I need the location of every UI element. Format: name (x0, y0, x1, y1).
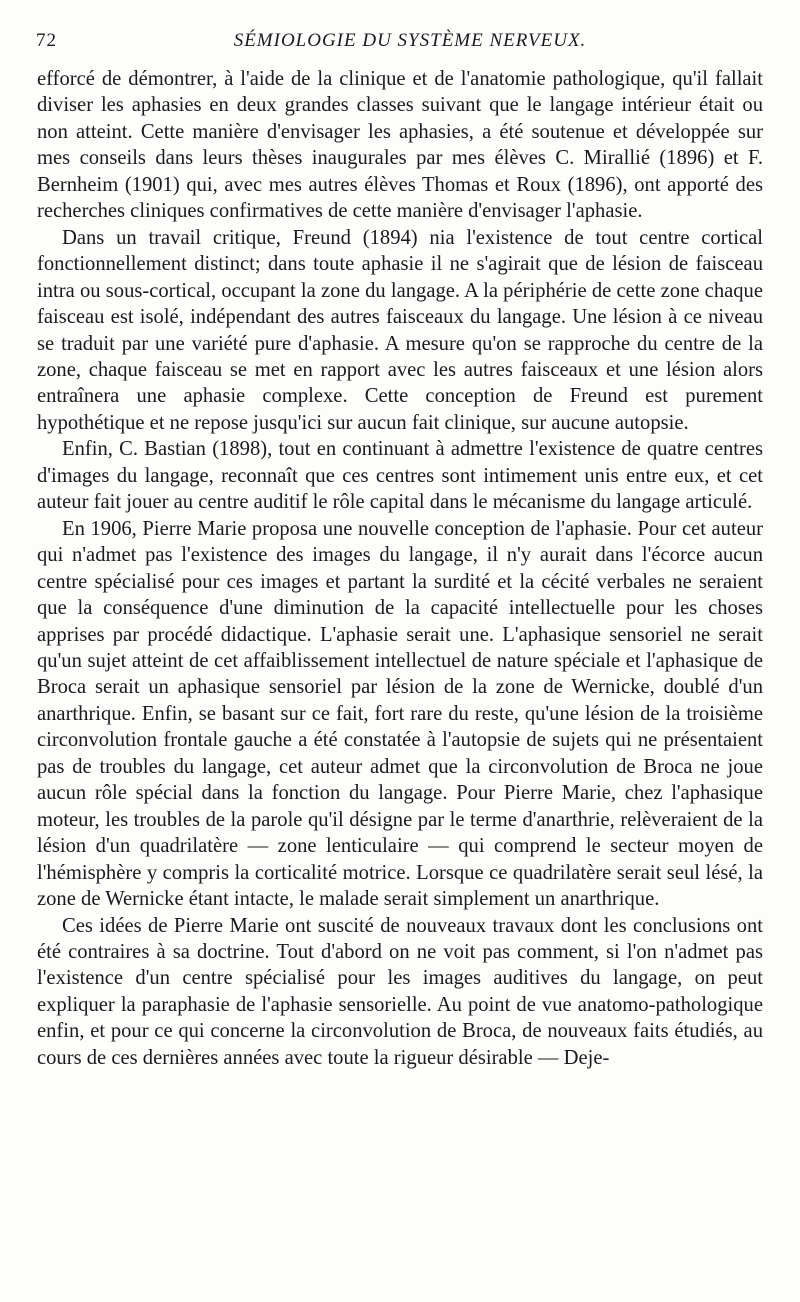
paragraph-bastian: Enfin, C. Bastian (1898), tout en continuant à admettre l'existence de quatre centres d'images du langage, reconnaît que ces centres sont intimement unis entre eux, et cet auteur fait jouer au centre auditif le rôle capital dans le mécanisme du langage articulé. (37, 438, 763, 514)
paragraph-continuation: efforcé de démontrer, à l'aide de la clinique et de l'anatomie pathologique, qu'il fallait diviser les aphasies en deux grandes classes suivant que le langage intérieur était ou non atteint. Cette manière d'envisager les aphasies, a été soutenue et développée sur mes conseils dans leurs thèses inaugurales par mes élèves C. Mirallié (1896) et F. Bernheim (1901) qui, avec mes autres élèves Thomas et Roux (1896), ont apporté des recherches cliniques confirmatives de cette manière d'envisager l'aphasie. (37, 68, 763, 223)
body-text (37, 66, 763, 1071)
paragraph-pierre-marie: En 1906, Pierre Marie proposa une nouvelle conception de l'aphasie. Pour cet auteur qui n'admet pas l'existence des images du langage, il n'y aurait dans l'écorce aucun centre spécialisé pour ces images et partant la surdité et la cécité verbales ne seraient que la conséquence d'une diminution de la capacité intellectuelle pour les choses apprises par procédé didactique. L'aphasie serait une. L'aphasique sensoriel ne serait qu'un sujet atteint de cet affaiblissement intellectuel de nature spéciale et l'aphasique de Broca serait un aphasique sensoriel par lésion de la zone de Wernicke, doublé d'un anarthrique. Enfin, se basant sur ce fait, fort rare du reste, qu'une lésion de la troisième circonvolution frontale gauche a été constatée à l'autopsie de sujets qui ne présentaient pas de troubles du langage, cet auteur admet que la circonvolution de Broca ne joue aucun rôle spécial dans la fonction du langage. Pour Pierre Marie, chez l'aphasique moteur, les troubles de la parole qu'il désigne par le terme d'anarthrie, relèveraient de la lésion d'un quadrilatère — zone lenticulaire — qui comprend le secteur moyen de l'hémisphère y compris la corticalité motrice. Lorsque ce quadrilatère serait seul lésé, la zone de Wernicke étant intacte, le malade serait simplement un anarthrique. (37, 517, 763, 911)
running-title: SÉMIOLOGIE DU SYSTÈME NERVEUX. (233, 30, 587, 51)
page-number: 72 (36, 30, 57, 51)
running-head (36, 30, 764, 56)
paragraph-freund: Dans un travail critique, Freund (1894) nia l'existence de tout centre cortical fonctionnellement distinct; dans toute aphasie il ne s'agirait que de lésion de faisceau intra ou sous-cortical, occupant la zone du langage. A la périphérie de cette zone chaque faisceau est isolé, indépendant des autres faisceaux du langage. Une lésion à ce niveau se traduit par une variété pure d'aphasie. A mesure qu'on se rapproche du centre de la zone, chaque faisceau se met en rapport avec les autres faisceaux et une lésion alors entraînera une aphasie complexe. Cette conception de Freund est purement hypothétique et ne repose jusqu'ici sur aucun fait clinique, sur aucune autopsie. (37, 226, 763, 434)
paragraph-reactions: Ces idées de Pierre Marie ont suscité de nouveaux travaux dont les conclusions ont été contraires à sa doctrine. Tout d'abord on ne voit pas comment, si l'on n'admet pas l'existence d'un centre spécialisé pour les images auditives du langage, on peut expliquer la paraphasie de l'aphasie sensorielle. Au point de vue anatomo-pathologique enfin, et pour ce qui concerne la circonvolution de Broca, de nouveaux faits étudiés, au cours de ces dernières années avec toute la rigueur désirable — Deje- (37, 914, 763, 1069)
